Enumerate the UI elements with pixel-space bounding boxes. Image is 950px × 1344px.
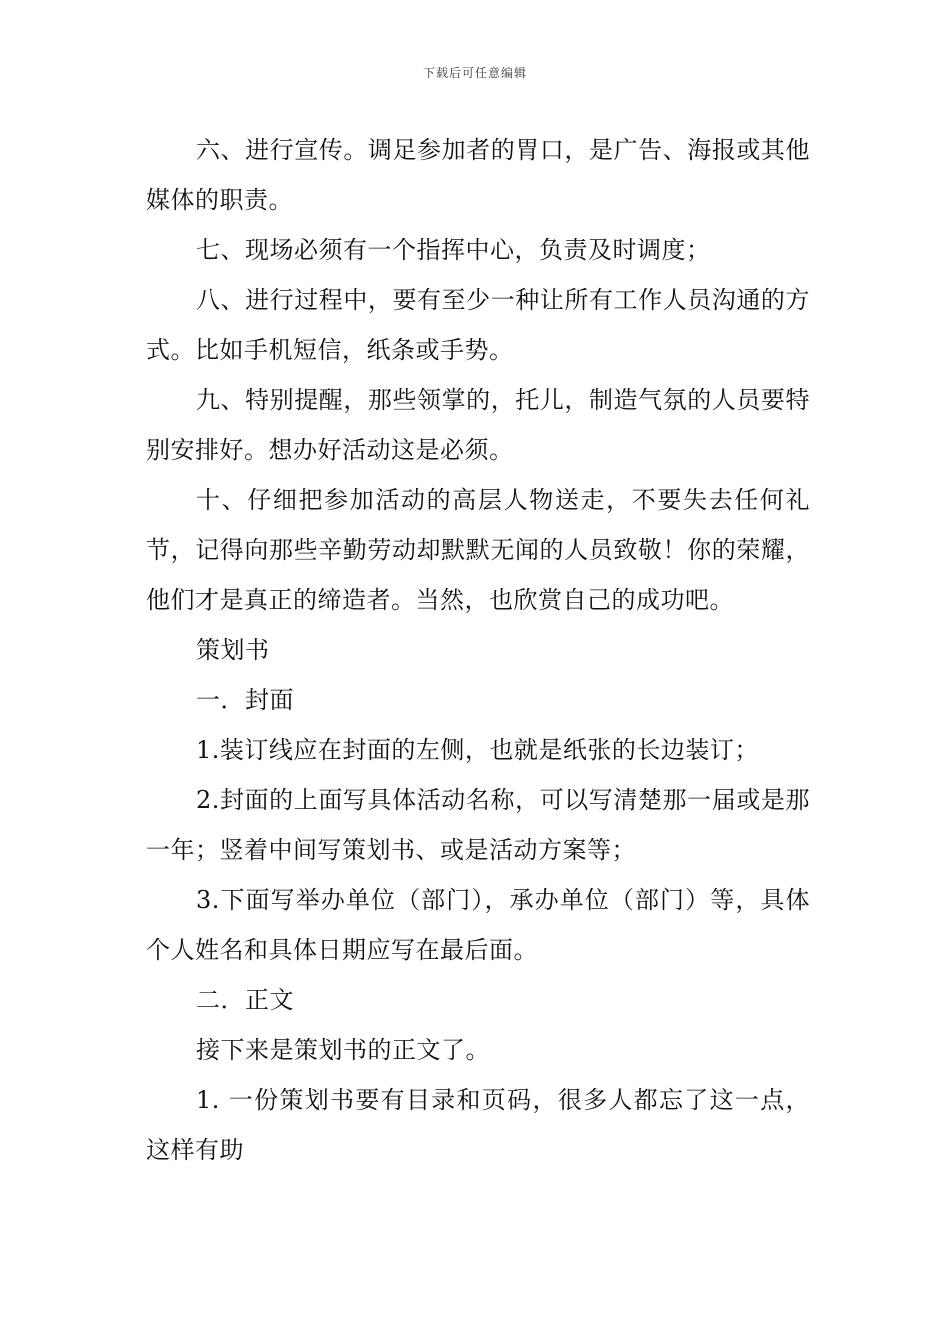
paragraph-9-reminder: 九、特别提醒，那些领掌的，托儿，制造气氛的人员要特别安排好。想办好活动这是必须。: [146, 386, 810, 464]
cover-item-1: 1.装订线应在封面的左侧，也就是纸张的长边装订；: [196, 736, 759, 764]
body-item-1: 1. 一份策划书要有目录和页码，很多人都忘了这一点，这样有助: [146, 1086, 810, 1164]
paragraph-7-command-center: 七、现场必须有一个指挥中心，负责及时调度；: [196, 236, 711, 264]
paragraph-10-farewell: 十、仔细把参加活动的高层人物送走，不要失去任何礼节，记得向那些辛勤劳动却默默无闻的人员致敬！你的荣耀，他们才是真正的缔造者。当然，也欣赏自己的成功吧。: [146, 486, 810, 614]
cover-item-2: 2.封面的上面写具体活动名称，可以写清楚那一届或是那一年；竖着中间写策划书、或是活动方案等；: [146, 786, 810, 864]
cover-item-3: 3.下面写举办单位（部门），承办单位（部门）等，具体个人姓名和具体日期应写在最后面。: [146, 886, 810, 964]
subheading-cover: 一．封面: [196, 686, 294, 714]
document-body: [146, 125, 810, 1175]
subheading-body: 二．正文: [196, 986, 294, 1014]
section-heading-plan: 策划书: [196, 636, 270, 664]
paragraph-8-communication: 八、进行过程中，要有至少一种让所有工作人员沟通的方式。比如手机短信，纸条或手势。: [146, 286, 810, 364]
paragraph-6-publicity: 六、进行宣传。调足参加者的胃口，是广告、海报或其他媒体的职责。: [146, 136, 810, 214]
body-intro: 接下来是策划书的正文了。: [196, 1036, 490, 1064]
page-header: 下载后可任意编辑: [422, 66, 527, 80]
